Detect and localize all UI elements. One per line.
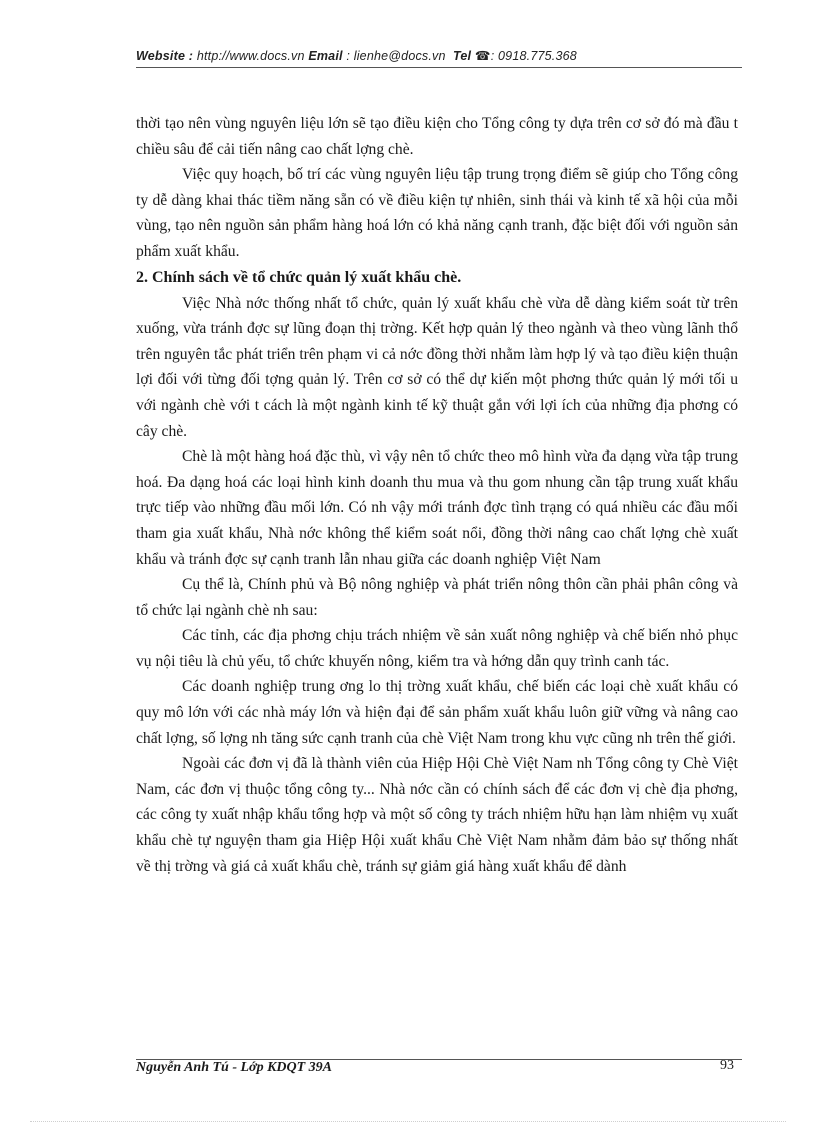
tel-value: : 0918.775.368 [490,49,577,63]
paragraph-2: Việc quy hoạch, bố trí các vùng nguyên liệu tập trung trọng điểm sẽ giúp cho Tổng công ty dễ dàng khai thác tiềm năng sẵn có về điều kiện tự nhiên, sinh thái và kinh tế xã hội của mỗi vùng, tạo nên nguồn sản phẩm hàng hoá lớn có khả năng cạnh tranh, đặc biệt đối với nguồn sản phẩm xuất khẩu. [136,166,738,260]
paragraph-4: Chè là một hàng hoá đặc thù, vì vậy nên tổ chức theo mô hình vừa đa dạng vừa tập trung hoá. Đa dạng hoá các loại hình kinh doanh thu mua và thu gom nhung cần tập trung xuất khẩu trực tiếp vào những đầu mối lớn. Có nh vậy mới tránh đợc tình trạng có quá nhiều các đầu mối tham gia xuất khẩu, Nhà nớc không thể kiểm soát nổi, đồng thời nâng cao chất lợng chè xuất khẩu và tránh đợc sự cạnh tranh lẫn nhau giữa các doanh nghiệp Việt Nam [136,448,738,568]
paragraph-5: Cụ thể là, Chính phủ và Bộ nông nghiệp và phát triển nông thôn cần phải phân công và tổ chức lại ngành chè nh sau: [136,576,738,619]
phone-icon: ☎ [474,49,491,63]
paragraph-3: Việc Nhà nớc thống nhất tổ chức, quản lý xuất khẩu chè vừa dễ dàng kiểm soát từ trên xuống, vừa tránh đợc sự lũng đoạn thị trờng. Kết hợp quản lý theo ngành và theo vùng lãnh thổ trên nguyên tắc phát triển trên phạm vi cả nớc đồng thời nhằm làm hợp lý và tạo điều kiện thuận lợi đối với từng đối tợng quản lý. Trên cơ sở có thể dự kiến một phơng thức quản lý mới tối u với ngành chè với t cách là một ngành kinh tế kỹ thuật gắn với lợi ích của những địa phơng có cây chè. [136,294,738,440]
header-divider [136,67,742,68]
email-value[interactable]: : lienhe@docs.vn [346,49,446,63]
tel-label: Tel [453,49,472,63]
page-number: 93 [720,1058,734,1073]
footer-author: Nguyễn Anh Tú - Lớp KDQT 39A [136,1060,333,1075]
paragraph-1: thời tạo nên vùng nguyên liệu lớn sẽ tạo điều kiện cho Tổng công ty dựa trên cơ sở đó mà đầu t chiều sâu để cải tiến nâng cao chất lợng chè. [136,115,738,158]
email-label: Email [308,49,343,63]
section-heading: 2. Chính sách về tổ chức quản lý xuất khẩu chè. [136,268,462,286]
page-body [136,111,738,879]
paragraph-6: Các tỉnh, các địa phơng chịu trách nhiệm về sản xuất nông nghiệp và chế biến nhỏ phục vụ nội tiêu là chủ yếu, tổ chức khuyến nông, kiểm tra và hớng dẫn quy trình canh tác. [136,627,738,670]
website-label: Website : [136,49,194,63]
paragraph-8: Ngoài các đơn vị đã là thành viên của Hiệp Hội Chè Việt Nam nh Tổng công ty Chè Việt Nam, các đơn vị thuộc tổng công ty... Nhà nớc cần có chính sách để các đơn vị chè địa phơng, các công ty xuất nhập khẩu tổng hợp và một số công ty trách nhiệm hữu hạn làm nhiệm vụ xuất khẩu chè tự nguyện tham gia Hiệp Hội xuất khẩu Chè Việt Nam nhằm đảm bảo sự thống nhất về thị trờng và giá cả xuất khẩu chè, tránh sự giảm giá hàng xuất khẩu để dành [136,755,738,875]
website-url[interactable]: http://www.docs.vn [196,49,305,63]
paragraph-7: Các doanh nghiệp trung ơng lo thị trờng xuất khẩu, chế biến các loại chè xuất khẩu có quy mô lớn với các nhà máy lớn và hiện đại để sản phẩm xuất khẩu luôn giữ vững và nâng cao chất lợng, số lợng nh tăng sức cạnh tranh của chè Việt Nam trong khu vực cũng nh trên thế giới. [136,678,738,747]
page-header [136,48,742,63]
page-bottom-border [30,1121,786,1122]
